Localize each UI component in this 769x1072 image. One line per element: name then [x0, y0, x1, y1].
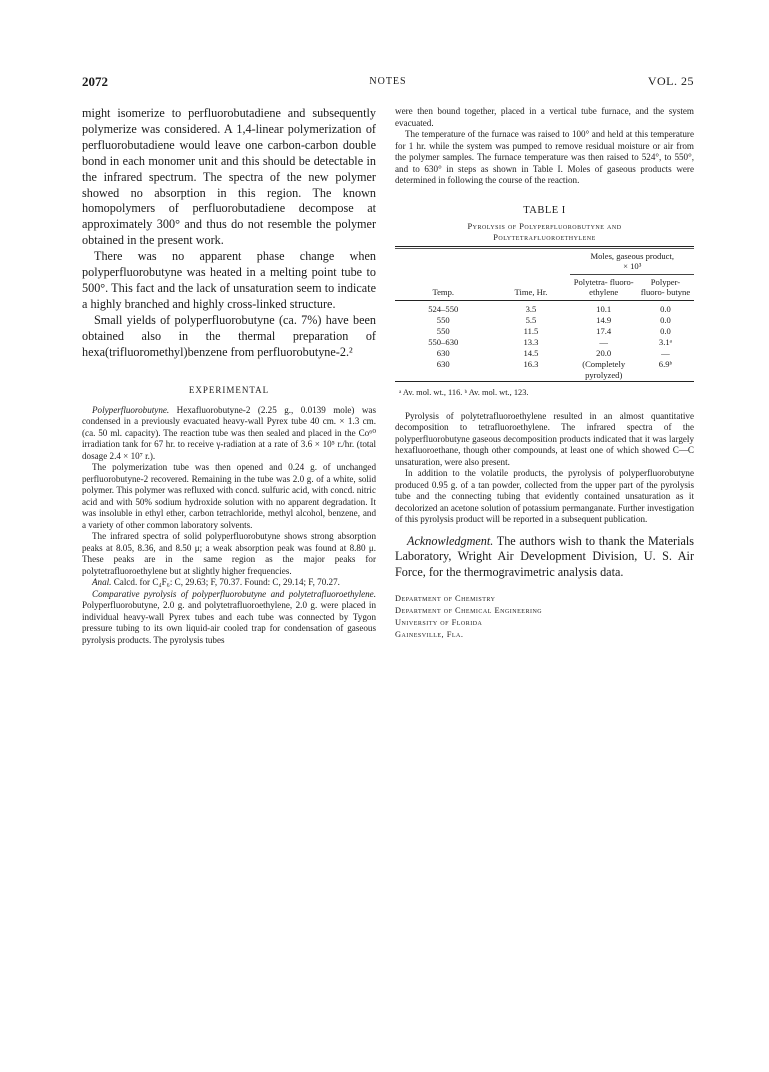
table-row: [395, 326, 694, 337]
intro-paragraph-3: Small yields of polyperfluorobutyne (ca. 7%) have been obtained also in the thermal preparation of hexa(trifluoromethyl)benzene from perfluorobutyne-2.²: [82, 312, 376, 359]
acknowledgment-label: Acknowledgment.: [407, 533, 494, 548]
cell-temp: 630: [436, 347, 450, 358]
cell-ppfb: 6.9ᵇ: [658, 358, 673, 369]
table-header-ppfb: Polyper- fluoro- butyne: [640, 276, 691, 297]
cell-ptfe: 20.0: [596, 347, 612, 358]
table-row: [395, 359, 694, 382]
cell-ptfe: (Completely pyrolyzed): [582, 358, 626, 380]
experimental-paragraph-1: [82, 405, 376, 463]
table-span-header: [570, 248, 694, 274]
table-footnote: ᵃ Av. mol. wt., 116. ᵇ Av. mol. wt., 123.: [399, 387, 529, 397]
table-span-header-line-2: × 10³: [623, 261, 642, 271]
table-header-temp: Temp.: [432, 287, 455, 297]
volume-label: VOL. 25: [647, 74, 694, 88]
table-row: [395, 337, 694, 348]
table-row: [395, 315, 694, 326]
intro-paragraph-2: There was no apparent phase change when polyperfluorobutyne was heated in a melting point tube to 500°. This fact and the lack of unsaturation seem to indicate a highly branched and highly cross-linked structure.: [82, 249, 376, 311]
right-paragraph-1: were then bound together, placed in a vertical tube furnace, and the system evacuated.: [395, 106, 694, 128]
data-table: [395, 246, 694, 384]
cell-time: 5.5: [525, 314, 537, 325]
cell-time: 16.3: [523, 358, 539, 369]
intro-paragraph-1: might isomerize to perfluorobutadiene and subsequently polymerize was considered. A 1,4-linear polymerization of perfluorobutadiene would leave one carbon-carbon double bond in each monomer unit and this should be detectable in the infrared spectrum. The spectra of the new polymer showed no absorption in this region. The known homopolymers of perfluorobutadiene decompose at approximately 300° and thus do not resemble the polymer obtained in the present work.: [82, 106, 376, 248]
page-header: [82, 74, 694, 94]
affiliation-line: Gainesville, Fla.: [395, 630, 464, 640]
analysis-text: Calcd. for C₄F₆: C, 29.63; F, 70.37. Found: C, 29.14; F, 70.27.: [111, 577, 340, 587]
left-column: [82, 106, 376, 646]
right-paragraph-4: In addition to the volatile products, the pyrolysis of polyperfluorobutyne produced 0.95 g. of a tan powder, collected from the upper part of the pyrolysis tube and the connecting tubing that evidently contained unsaturation as it decolorized an acetone solution of potassium permanganate. Further investigation of this pyrolysis product will be reported in a subsequent publication.: [395, 468, 694, 524]
experimental-heading: EXPERIMENTAL: [188, 384, 270, 395]
table-subtitle-line-2: Polytetrafluoroethylene: [493, 232, 596, 242]
table-subtitle: [395, 221, 694, 243]
table-row: [395, 348, 694, 359]
affiliation: [395, 593, 694, 641]
affiliation-line: Department of Chemistry: [395, 594, 496, 604]
table-row: [395, 304, 694, 315]
cell-ppfb: 0.0: [660, 325, 671, 336]
cell-time: 13.3: [523, 336, 539, 347]
section-title: NOTES: [369, 76, 407, 87]
cell-temp: 630: [436, 358, 450, 369]
cell-ptfe: 17.4: [596, 325, 612, 336]
experimental-paragraph-3: The infrared spectra of solid polyperfluorobutyne shows strong absorption peaks at 8.05, 8.36, and 8.50 μ; a weak absorption peak was found at 8.80 μ. These peaks are in the same region as the major peaks for polytetrafluoroethylene but at slightly higher frequencies.: [82, 531, 376, 576]
cell-temp: 524–550: [428, 303, 459, 314]
cell-time: 14.5: [523, 347, 539, 358]
cell-ppfb: 3.1ᵃ: [658, 336, 673, 347]
cell-ptfe: 14.9: [596, 314, 612, 325]
experimental-paragraph-2: The polymerization tube was then opened and 0.24 g. of unchanged perfluorobutyne-2 recovered. Remaining in the tube was 2.0 g. of a white, solid polymer. This polymer was refluxed with concd. sulfuric acid, with concd. nitric acid and with 50% sodium hydroxide solution with no apparent degradation. It was insoluble in ethyl ether, carbon tetrachloride, methyl alcohol, benzene, and a variety of other common laboratory solvents.: [82, 462, 376, 530]
right-paragraph-2: The temperature of the furnace was raised to 100° and held at this temperature for 1 hr. while the system was pumped to remove residual moisture or air from the polymer samples. The furnace temperature was then raised to 524°, to 550°, and to 630° in steps as shown in Table I. Moles of gaseous products were determined in following the course of the reaction.: [395, 129, 694, 185]
affiliation-line: University of Florida: [395, 618, 483, 628]
cell-ppfb: 0.0: [660, 314, 671, 325]
experimental-text-1: Hexafluorobutyne-2 (2.25 g., 0.0139 mole) was condensed in a previously evacuated heavy-wall Pyrex tube 40 cm. × 1.3 cm. (ca. 50 ml. capacity). The reaction tube was then sealed and placed in the Co⁶⁰ irradiation tank for 67 hr. to receive γ-radiation at a rate of 3.6 × 10⁵ r./hr. (total dosage 2.4 × 10⁷ r.).: [82, 404, 376, 461]
table-caption: TABLE I: [523, 204, 566, 216]
right-column: [395, 106, 694, 641]
cell-temp: 550: [436, 314, 450, 325]
cell-ppfb: 0.0: [660, 303, 671, 314]
cell-temp: 550–630: [428, 336, 459, 347]
cell-ppfb: —: [661, 347, 670, 358]
experimental-subheading-2: Comparative pyrolysis of polyperfluorobutyne and polytetrafluoroethylene.: [92, 588, 376, 599]
cell-time: 11.5: [523, 325, 539, 336]
table-subtitle-line-1: Pyrolysis of Polyperfluorobutyne and: [467, 221, 622, 231]
table-span-header-line-1: Moles, gaseous product,: [590, 250, 674, 261]
cell-temp: 550: [436, 325, 450, 336]
experimental-paragraph-4: [82, 589, 376, 647]
analysis-label: Anal.: [92, 577, 112, 587]
cell-ptfe: —: [599, 336, 608, 347]
analysis-paragraph: [82, 577, 376, 589]
table-header-ptfe: Polytetra- fluoro- ethylene: [573, 276, 634, 297]
cell-time: 3.5: [525, 303, 537, 314]
page-number: 2072: [82, 74, 108, 89]
affiliation-line: Department of Chemical Engineering: [395, 606, 543, 616]
cell-ptfe: 10.1: [596, 303, 612, 314]
right-paragraph-3: Pyrolysis of polytetrafluoroethylene resulted in an almost quantitative decomposition to tetrafluoroethylene. The infrared spectra of the polyperfluorobutyne gaseous decomposition products indicated that it was largely hexafluoroethane, though other compounds, at least one of which showed C—C unsaturation, were also present.: [395, 410, 694, 467]
acknowledgment: [395, 534, 694, 582]
table-header-time: Time, Hr.: [514, 287, 548, 297]
experimental-text-4: Polyperfluorobutyne, 2.0 g. and polytetrafluoroethylene, 2.0 g. were placed in individual heavy-wall Pyrex tubes and each tube was connected by Tygon pressure tubing to its own liquid-air cooled trap for condensation of gaseous pyrolysis products. The pyrolysis tubes: [82, 600, 376, 645]
acknowledgment-text: The authors wish to thank the Materials Laboratory, Wright Air Development Division, U. S. Air Force, for the thermogravimetric analysis data.: [395, 533, 694, 580]
experimental-subheading-1: Polyperfluorobutyne.: [92, 404, 170, 415]
